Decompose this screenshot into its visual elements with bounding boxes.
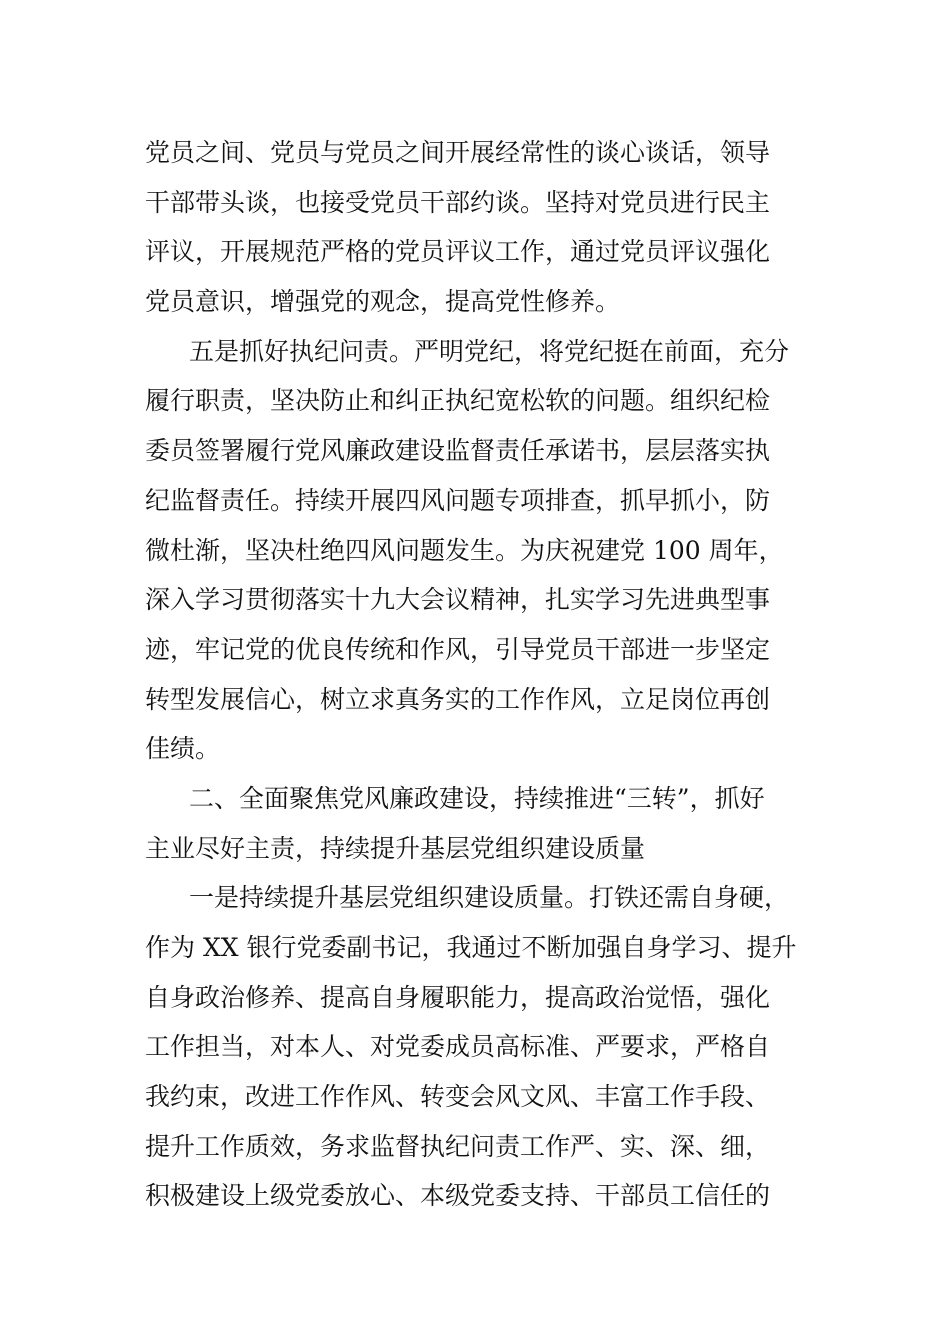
text-line: 二、全面聚焦党风廉政建设，持续推进“三转”，抓好 — [189, 783, 765, 813]
text-line: 干部带头谈，也接受党员干部约谈。坚持对党员进行民主 — [145, 187, 771, 217]
text-line: 积极建设上级党委放心、本级党委支持、干部员工信任的 — [145, 1181, 771, 1211]
text-line: 主业尽好主责，持续提升基层党组织建设质量 — [145, 833, 646, 863]
text-line: 佳绩。 — [145, 734, 221, 764]
text-line: 自身政治修养、提高自身履职能力，提高政治觉悟，强化 — [145, 982, 771, 1012]
text-line: 评议，开展规范严格的党员评议工作，通过党员评议强化 — [145, 237, 771, 267]
text-line: 党员意识，增强党的观念，提高党性修养。 — [145, 287, 621, 317]
text-line: 转型发展信心，树立求真务实的工作作风，立足岗位再创 — [145, 684, 771, 714]
text-line: 微杜渐，坚决杜绝四风问题发生。为庆祝建党 100 周年， — [145, 535, 784, 565]
text-line: 提升工作质效，务求监督执纪问责工作严、实、深、细， — [145, 1131, 771, 1161]
text-line: 纪监督责任。持续开展四风问题专项排查，抓早抓小，防 — [145, 485, 771, 515]
text-line: 履行职责，坚决防止和纠正执纪宽松软的问题。组织纪检 — [145, 386, 771, 416]
document-body — [145, 128, 815, 1221]
text-line: 委员签署履行党风廉政建设监督责任承诺书，层层落实执 — [145, 436, 771, 466]
text-line: 深入学习贯彻落实十九大会议精神，扎实学习先进典型事 — [145, 585, 771, 615]
text-line: 作为 XX 银行党委副书记，我通过不断加强自身学习、提升 — [145, 933, 797, 962]
text-line: 党员之间、党员与党员之间开展经常性的谈心谈话，领导 — [145, 138, 771, 167]
text-line: 迹，牢记党的优良传统和作风，引导党员干部进一步坚定 — [145, 634, 771, 664]
text-line: 五是抓好执纪问责。严明党纪，将党纪挺在前面，充分 — [189, 336, 790, 366]
text-line: 一是持续提升基层党组织建设质量。打铁还需自身硬， — [189, 883, 790, 913]
text-line: 我约束，改进工作作风、转变会风文风、丰富工作手段、 — [145, 1082, 771, 1112]
text-line: 工作担当，对本人、对党委成员高标准、严要求，严格自 — [145, 1032, 771, 1062]
